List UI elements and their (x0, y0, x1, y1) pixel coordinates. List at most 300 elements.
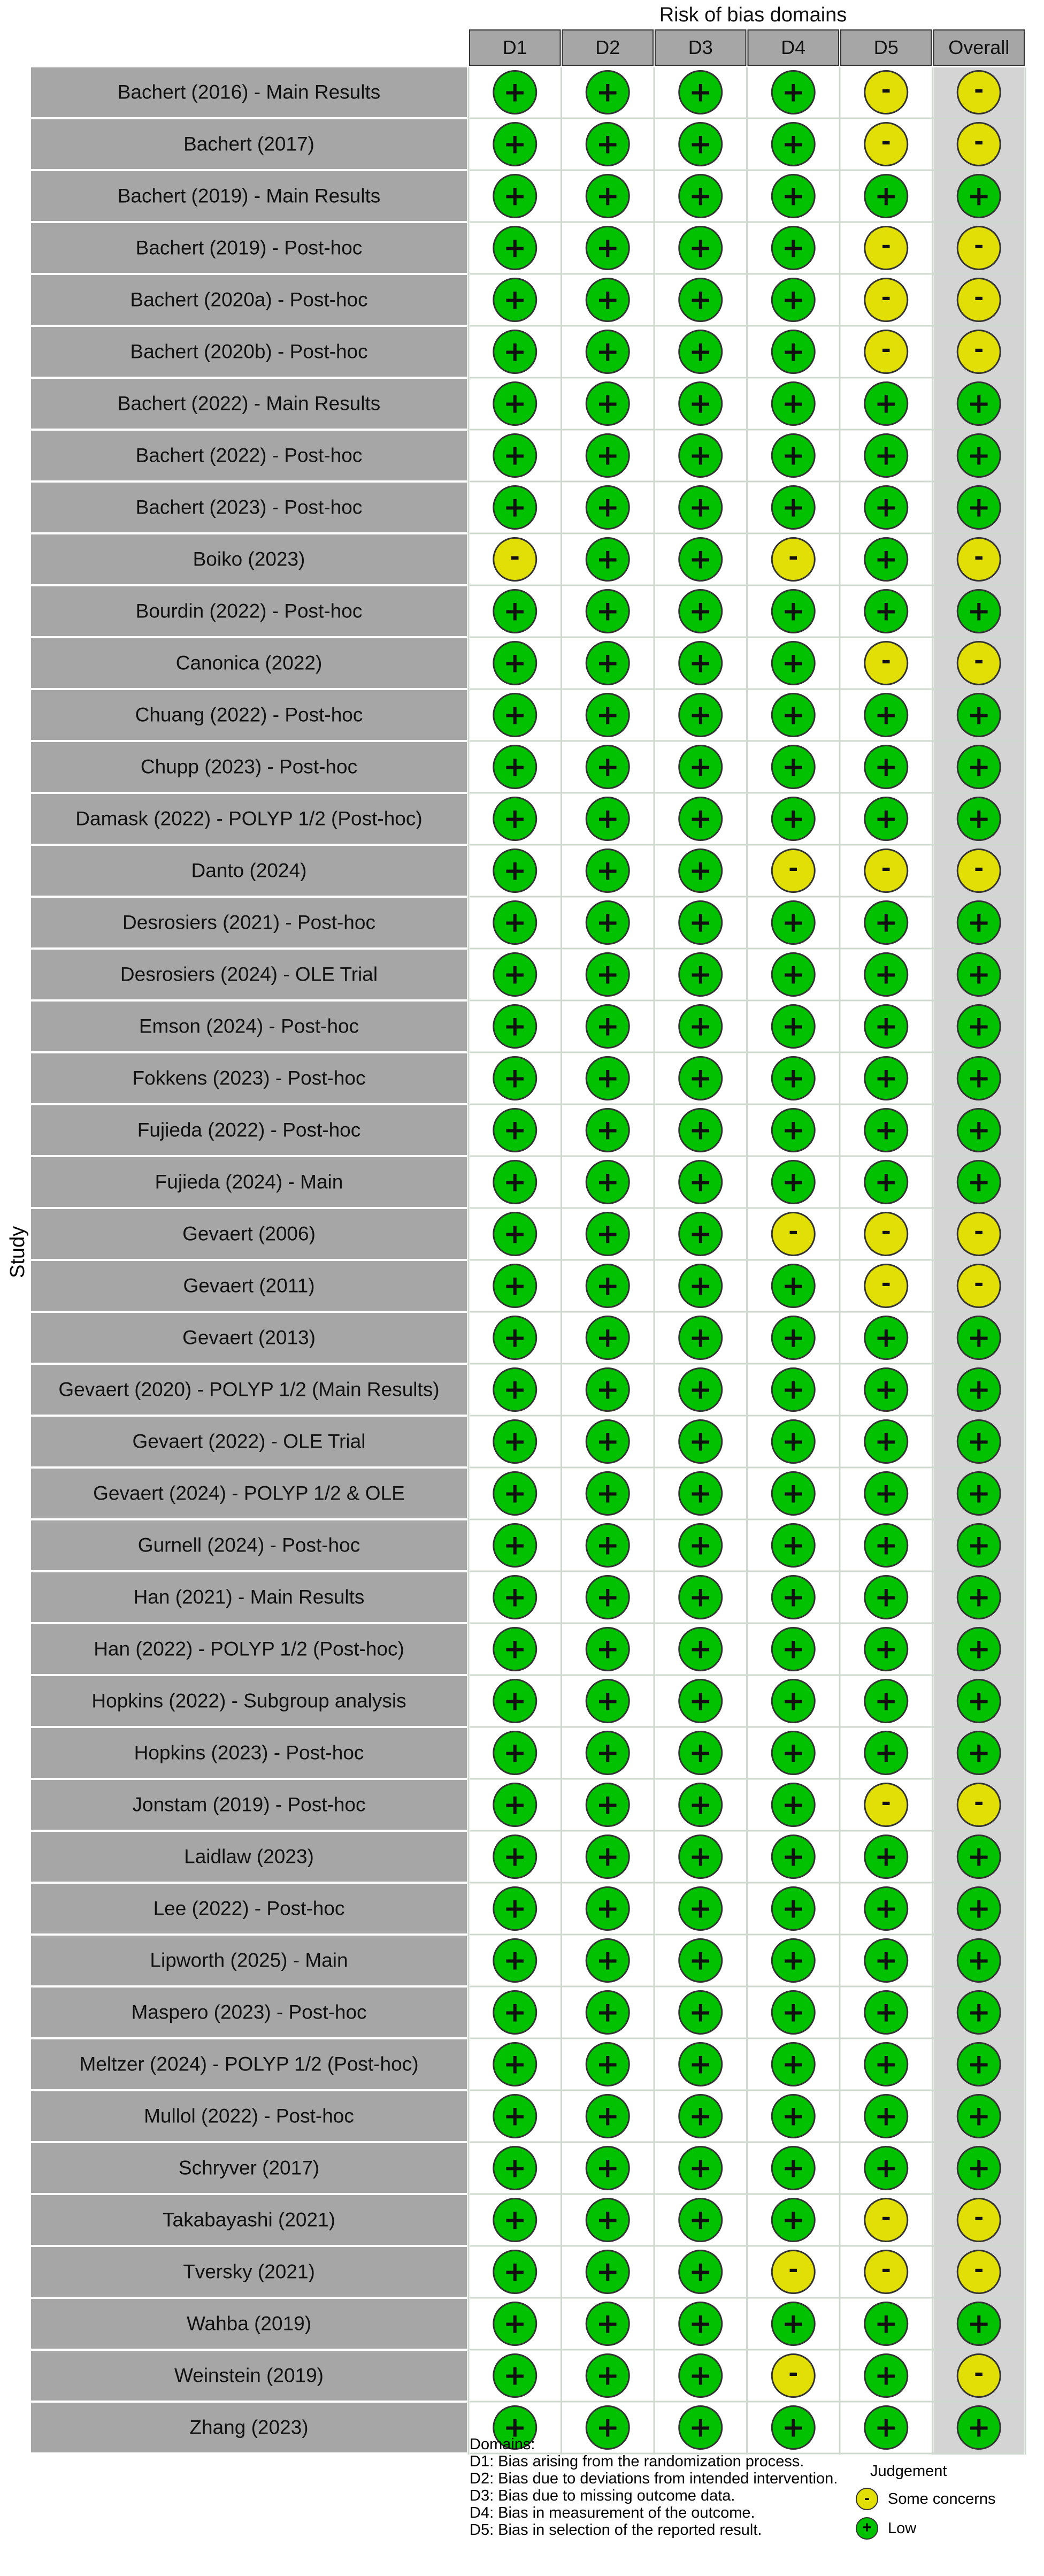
judgement-symbol: + (503, 1737, 527, 1769)
judgement-symbol: + (596, 2256, 620, 2288)
study-label: Zhang (2023) (189, 2416, 309, 2439)
study-label: Mullol (2022) - Post-hoc (144, 2105, 354, 2127)
judgement-symbol: - (974, 128, 984, 156)
judgement-symbol: + (967, 802, 991, 835)
judgement-symbol: + (688, 1633, 712, 1665)
study-label: Han (2022) - POLYP 1/2 (Post-hoc) (94, 1638, 404, 1660)
study-label: Canonica (2022) (175, 652, 323, 674)
judgement-symbol: + (688, 1737, 712, 1769)
domain-header-label: D1 (502, 36, 527, 58)
judgement-symbol: + (874, 543, 898, 576)
judgement-symbol: - (974, 1788, 984, 1816)
study-label: Gurnell (2024) - Post-hoc (137, 1534, 360, 1556)
judgement-symbol: + (596, 1944, 620, 1977)
judgement-symbol: + (967, 699, 991, 731)
study-label: Desrosiers (2021) - Post-hoc (122, 911, 375, 934)
judgement-symbol: + (503, 906, 527, 939)
judgement-symbol: + (596, 2048, 620, 2081)
judgement-symbol: + (688, 647, 712, 679)
judgement-symbol: + (874, 1892, 898, 1925)
judgement-symbol: + (688, 1010, 712, 1043)
judgement-symbol: + (596, 1529, 620, 1562)
judgement-symbol: + (688, 595, 712, 628)
judgement-symbol: + (503, 751, 527, 783)
judgement-symbol: + (874, 1425, 898, 1458)
legend-domain-line: D5: Bias in selection of the reported result. (470, 2521, 762, 2539)
study-label: Bachert (2019) - Post-hoc (135, 236, 363, 259)
judgement-symbol: + (874, 802, 898, 835)
judgement-symbol: + (596, 1892, 620, 1925)
study-label: Tversky (2021) (183, 2260, 315, 2283)
study-label: Bachert (2019) - Main Results (117, 185, 381, 207)
judgement-symbol: + (688, 439, 712, 472)
judgement-symbol: + (967, 1892, 991, 1925)
study-label: Gevaert (2020) - POLYP 1/2 (Main Results) (58, 1378, 440, 1401)
judgement-symbol: + (503, 2100, 527, 2132)
judgement-symbol: + (688, 284, 712, 316)
judgement-symbol: + (967, 1529, 991, 1562)
judgement-symbol: + (503, 1321, 527, 1354)
judgement-symbol: + (503, 232, 527, 264)
judgement-symbol: + (688, 180, 712, 212)
judgement-symbol: + (874, 1840, 898, 1873)
judgement-symbol: + (688, 1944, 712, 1977)
judgement-symbol: - (881, 854, 891, 882)
study-label: Bourdin (2022) - Post-hoc (135, 600, 363, 622)
domain-header-label: D2 (595, 36, 620, 58)
judgement-symbol: + (781, 1996, 805, 2029)
judgement-symbol: + (688, 958, 712, 991)
judgement-symbol: + (781, 958, 805, 991)
judgement-symbol: + (967, 1840, 991, 1873)
judgement-symbol: + (596, 1996, 620, 2029)
judgement-symbol: + (503, 2152, 527, 2184)
study-label: Danto (2024) (191, 859, 307, 882)
judgement-symbol: + (967, 2307, 991, 2340)
judgement-symbol: + (596, 543, 620, 576)
study-label: Hopkins (2023) - Post-hoc (134, 1741, 364, 1764)
judgement-symbol: - (881, 284, 891, 311)
judgement-symbol: + (503, 1685, 527, 1717)
judgement-symbol: + (596, 335, 620, 368)
judgement-symbol: + (503, 1944, 527, 1977)
study-label: Bachert (2020a) - Post-hoc (130, 288, 368, 311)
study-label: Meltzer (2024) - POLYP 1/2 (Post-hoc) (79, 2053, 419, 2075)
judgement-symbol: + (688, 2204, 712, 2236)
judgement-symbol: + (781, 2100, 805, 2132)
judgement-symbol: - (881, 2204, 891, 2231)
judgement-symbol: + (967, 1425, 991, 1458)
judgement-symbol: + (596, 2100, 620, 2132)
judgement-symbol: + (596, 595, 620, 628)
judgement-symbol: - (788, 2256, 799, 2283)
study-label: Wahba (2019) (186, 2312, 312, 2335)
judgement-symbol: + (688, 906, 712, 939)
judgement-symbol: + (874, 595, 898, 628)
judgement-symbol: + (781, 1114, 805, 1146)
judgement-symbol: + (596, 1062, 620, 1095)
judgement-symbol: + (688, 1321, 712, 1354)
study-label: Gevaert (2024) - POLYP 1/2 & OLE (93, 1482, 405, 1504)
judgement-symbol: + (596, 491, 620, 524)
study-label: Laidlaw (2023) (184, 1845, 314, 1868)
judgement-symbol: + (596, 1218, 620, 1250)
judgement-symbol: + (781, 284, 805, 316)
judgement-symbol: - (974, 543, 984, 571)
judgement-symbol: + (503, 1062, 527, 1095)
judgement-symbol: + (503, 1425, 527, 1458)
judgement-symbol: - (881, 647, 891, 675)
judgement-symbol: - (974, 335, 984, 363)
judgement-symbol: + (967, 439, 991, 472)
judgement-symbol: + (781, 232, 805, 264)
judgement-symbol: + (503, 854, 527, 887)
judgement-symbol: + (967, 1944, 991, 1977)
judgement-symbol: + (967, 1581, 991, 1614)
judgement-symbol: + (781, 1633, 805, 1665)
judgement-symbol: + (596, 751, 620, 783)
judgement-symbol: + (781, 2048, 805, 2081)
judgement-symbol: + (874, 751, 898, 783)
judgement-symbol: + (503, 1996, 527, 2029)
study-label: Bachert (2016) - Main Results (117, 81, 381, 103)
judgement-symbol: + (503, 128, 527, 160)
judgement-symbol: + (503, 1840, 527, 1873)
judgement-symbol: + (596, 1685, 620, 1717)
judgement-symbol: + (596, 958, 620, 991)
judgement-symbol: + (596, 1788, 620, 1821)
judgement-symbol: + (596, 1373, 620, 1406)
judgement-symbol: + (967, 1633, 991, 1665)
judgement-symbol: + (688, 1218, 712, 1250)
judgement-symbol: + (503, 1010, 527, 1043)
study-label: Bachert (2020b) - Post-hoc (130, 340, 368, 363)
judgement-symbol: + (781, 802, 805, 835)
legend (465, 2436, 1038, 2576)
judgement-symbol: + (596, 76, 620, 109)
judgement-symbol: + (596, 1114, 620, 1146)
judgement-symbol: + (781, 1010, 805, 1043)
judgement-symbol: + (596, 387, 620, 420)
judgement-symbol: + (688, 1166, 712, 1198)
domain-header-label: Overall (948, 36, 1010, 58)
judgement-symbol: + (688, 543, 712, 576)
judgement-symbol: + (781, 699, 805, 731)
study-label: Jonstam (2019) - Post-hoc (132, 1793, 366, 1816)
judgement-symbol: + (596, 854, 620, 887)
judgement-symbol: + (596, 647, 620, 679)
study-label: Boiko (2023) (193, 548, 305, 570)
study-label: Gevaert (2013) (182, 1326, 316, 1349)
judgement-symbol: + (781, 387, 805, 420)
judgement-symbol: + (688, 2256, 712, 2288)
judgement-symbol: + (596, 284, 620, 316)
judgement-symbol: + (688, 1477, 712, 1510)
judgement-symbol: + (688, 2152, 712, 2184)
judgement-symbol: + (503, 284, 527, 316)
judgement-symbol: + (688, 1425, 712, 1458)
judgement-symbol: + (688, 1788, 712, 1821)
judgement-symbol: - (974, 647, 984, 675)
domain-header-label: D4 (781, 36, 806, 58)
judgement-symbol: + (596, 1737, 620, 1769)
judgement-symbol: + (596, 439, 620, 472)
some-concerns-icon: - (856, 2488, 878, 2510)
judgement-symbol: - (974, 232, 984, 259)
judgement-symbol: + (596, 232, 620, 264)
judgement-symbol: - (974, 2256, 984, 2283)
judgement-symbol: + (688, 491, 712, 524)
judgement-symbol: - (788, 543, 799, 571)
judgement-symbol: + (781, 1840, 805, 1873)
low-risk-icon: + (856, 2517, 878, 2540)
judgement-symbol: + (503, 1114, 527, 1146)
legend-domain-line: D4: Bias in measurement of the outcome. (470, 2504, 755, 2521)
judgement-symbol: + (596, 2307, 620, 2340)
judgement-symbol: + (874, 387, 898, 420)
legend-label-low: Low (888, 2520, 917, 2537)
judgement-symbol: + (874, 1010, 898, 1043)
judgement-symbol: + (967, 751, 991, 783)
judgement-symbol: - (788, 2359, 799, 2387)
study-label: Fujieda (2022) - Post-hoc (137, 1119, 361, 1141)
judgement-symbol: + (781, 1062, 805, 1095)
judgement-symbol: + (503, 439, 527, 472)
study-label: Chupp (2023) - Post-hoc (140, 755, 358, 778)
judgement-symbol: + (503, 1270, 527, 1302)
judgement-symbol: + (688, 751, 712, 783)
judgement-symbol: + (596, 1633, 620, 1665)
judgement-symbol: + (967, 180, 991, 212)
judgement-symbol: + (781, 1788, 805, 1821)
study-label: Emson (2024) - Post-hoc (139, 1015, 359, 1037)
judgement-symbol: + (596, 1010, 620, 1043)
judgement-symbol: + (596, 906, 620, 939)
judgement-symbol: + (781, 491, 805, 524)
judgement-symbol: + (596, 180, 620, 212)
judgement-symbol: + (596, 128, 620, 160)
judgement-symbol: + (967, 1737, 991, 1769)
study-label: Lipworth (2025) - Main (150, 1949, 348, 1971)
legend-item-some-concerns (856, 2486, 996, 2512)
judgement-symbol: + (874, 1529, 898, 1562)
judgement-symbol: + (781, 1425, 805, 1458)
judgement-symbol: + (967, 1685, 991, 1717)
judgement-symbol: + (781, 1477, 805, 1510)
judgement-symbol: - (881, 1788, 891, 1816)
judgement-symbol: + (967, 1062, 991, 1095)
study-label: Gevaert (2022) - OLE Trial (132, 1430, 366, 1453)
judgement-symbol: - (510, 543, 520, 571)
judgement-symbol: + (967, 1166, 991, 1198)
judgement-symbol: + (781, 1270, 805, 1302)
judgement-symbol: + (967, 595, 991, 628)
study-label: Gevaert (2011) (183, 1274, 315, 1297)
judgement-symbol: + (688, 2359, 712, 2392)
legend-domain-line: D2: Bias due to deviations from intended intervention. (470, 2470, 838, 2487)
judgement-symbol: + (688, 1840, 712, 1873)
domain-header-label: D3 (688, 36, 713, 58)
legend-item-low (856, 2515, 916, 2542)
judgement-symbol: + (503, 2256, 527, 2288)
judgement-symbol: + (781, 2307, 805, 2340)
judgement-symbol: + (967, 1373, 991, 1406)
study-label: Maspero (2023) - Post-hoc (131, 2001, 367, 2023)
judgement-symbol: + (688, 2100, 712, 2132)
judgement-symbol: - (974, 2359, 984, 2387)
judgement-symbol: + (781, 1944, 805, 1977)
domain-header-label: D5 (873, 36, 899, 58)
judgement-symbol: + (596, 2152, 620, 2184)
judgement-symbol: + (967, 1996, 991, 2029)
judgement-symbol: + (874, 1633, 898, 1665)
study-label: Damask (2022) - POLYP 1/2 (Post-hoc) (75, 807, 423, 830)
judgement-symbol: + (874, 439, 898, 472)
judgement-symbol: + (967, 2152, 991, 2184)
judgement-symbol: + (596, 802, 620, 835)
legend-label-some-concerns: Some concerns (888, 2490, 996, 2508)
judgement-symbol: + (688, 335, 712, 368)
judgement-symbol: + (781, 2411, 805, 2444)
study-label: Bachert (2023) - Post-hoc (135, 496, 363, 518)
judgement-symbol: + (874, 1321, 898, 1354)
legend-domain-line: D1: Bias arising from the randomization process. (470, 2453, 804, 2470)
judgement-symbol: + (503, 1581, 527, 1614)
judgement-symbol: + (967, 387, 991, 420)
judgement-symbol: - (881, 232, 891, 259)
judgement-symbol: + (503, 2411, 527, 2444)
judgement-symbol: + (503, 1633, 527, 1665)
judgement-symbol: + (874, 1477, 898, 1510)
judgement-symbol: - (881, 76, 891, 104)
judgement-symbol: + (874, 1373, 898, 1406)
judgement-symbol: + (596, 2204, 620, 2236)
judgement-symbol: + (967, 1321, 991, 1354)
judgement-symbol: + (688, 2307, 712, 2340)
judgement-symbol: + (688, 1114, 712, 1146)
judgement-symbol: + (688, 232, 712, 264)
judgement-symbol: + (967, 1477, 991, 1510)
judgement-symbol: + (874, 2048, 898, 2081)
judgement-symbol: + (596, 1166, 620, 1198)
judgement-symbol: + (781, 1166, 805, 1198)
judgement-symbol: + (781, 1685, 805, 1717)
judgement-symbol: + (688, 2048, 712, 2081)
judgement-symbol: + (967, 958, 991, 991)
study-label: Bachert (2017) (183, 133, 314, 155)
judgement-symbol: + (688, 1996, 712, 2029)
judgement-symbol: + (688, 1581, 712, 1614)
judgement-symbol: + (874, 2100, 898, 2132)
judgement-symbol: + (503, 2359, 527, 2392)
judgement-symbol: + (503, 335, 527, 368)
judgement-symbol: - (974, 1218, 984, 1245)
judgement-symbol: + (781, 1737, 805, 1769)
judgement-symbol: + (503, 387, 527, 420)
judgement-symbol: + (503, 958, 527, 991)
judgement-symbol: - (881, 1218, 891, 1245)
judgement-symbol: + (967, 491, 991, 524)
judgement-symbol: + (874, 2411, 898, 2444)
judgement-symbol: + (781, 128, 805, 160)
judgement-symbol: + (688, 76, 712, 109)
legend-domains-title: Domains: (470, 2436, 535, 2453)
judgement-symbol: + (967, 2100, 991, 2132)
judgement-symbol: + (781, 906, 805, 939)
study-label: Lee (2022) - Post-hoc (153, 1897, 345, 1920)
judgement-symbol: + (503, 491, 527, 524)
judgement-symbol: + (503, 595, 527, 628)
judgement-symbol: + (874, 958, 898, 991)
judgement-symbol: + (781, 1321, 805, 1354)
judgement-symbol: + (688, 2411, 712, 2444)
judgement-symbol: + (874, 1685, 898, 1717)
study-label: Bachert (2022) - Main Results (117, 392, 381, 415)
study-label: Fokkens (2023) - Post-hoc (132, 1067, 366, 1089)
judgement-symbol: + (688, 1892, 712, 1925)
judgement-symbol: + (503, 1166, 527, 1198)
judgement-symbol: + (596, 1270, 620, 1302)
judgement-symbol: - (881, 2256, 891, 2283)
judgement-symbol: + (503, 180, 527, 212)
judgement-symbol: + (781, 1373, 805, 1406)
judgement-symbol: + (688, 1373, 712, 1406)
judgement-symbol: - (974, 284, 984, 311)
judgement-symbol: + (967, 2048, 991, 2081)
risk-of-bias-grid (31, 30, 1026, 2444)
judgement-symbol: + (874, 1581, 898, 1614)
legend-judgement-title: Judgement (870, 2463, 947, 2480)
judgement-symbol: + (688, 128, 712, 160)
judgement-symbol: + (967, 1010, 991, 1043)
judgement-symbol: + (503, 1892, 527, 1925)
judgement-symbol: - (881, 335, 891, 363)
judgement-symbol: + (596, 1321, 620, 1354)
study-label: Gevaert (2006) (182, 1222, 316, 1245)
judgement-symbol: + (596, 1581, 620, 1614)
judgement-symbol: + (688, 1062, 712, 1095)
judgement-symbol: + (596, 699, 620, 731)
judgement-symbol: - (974, 1270, 984, 1297)
judgement-symbol: + (967, 1114, 991, 1146)
study-label: Schryver (2017) (178, 2157, 320, 2179)
judgement-symbol: + (596, 1425, 620, 1458)
judgement-symbol: + (781, 180, 805, 212)
judgement-symbol: + (688, 854, 712, 887)
judgement-symbol: + (781, 751, 805, 783)
study-label: Hopkins (2022) - Subgroup analysis (91, 1690, 406, 1712)
judgement-symbol: - (788, 1218, 799, 1245)
judgement-symbol: + (781, 2152, 805, 2184)
study-label: Han (2021) - Main Results (133, 1586, 365, 1608)
judgement-symbol: + (688, 387, 712, 420)
judgement-symbol: + (874, 1166, 898, 1198)
judgement-symbol: + (874, 2359, 898, 2392)
judgement-symbol: + (503, 2048, 527, 2081)
judgement-symbol: + (874, 1996, 898, 2029)
y-axis-label: Study (6, 1226, 29, 1278)
judgement-symbol: + (781, 1529, 805, 1562)
judgement-symbol: + (503, 1373, 527, 1406)
study-label: Fujieda (2024) - Main (155, 1171, 343, 1193)
judgement-symbol: + (874, 2152, 898, 2184)
judgement-symbol: + (781, 2204, 805, 2236)
judgement-symbol: + (874, 906, 898, 939)
judgement-symbol: + (874, 491, 898, 524)
study-label: Weinstein (2019) (174, 2364, 324, 2387)
judgement-symbol: + (874, 699, 898, 731)
judgement-symbol: + (688, 802, 712, 835)
